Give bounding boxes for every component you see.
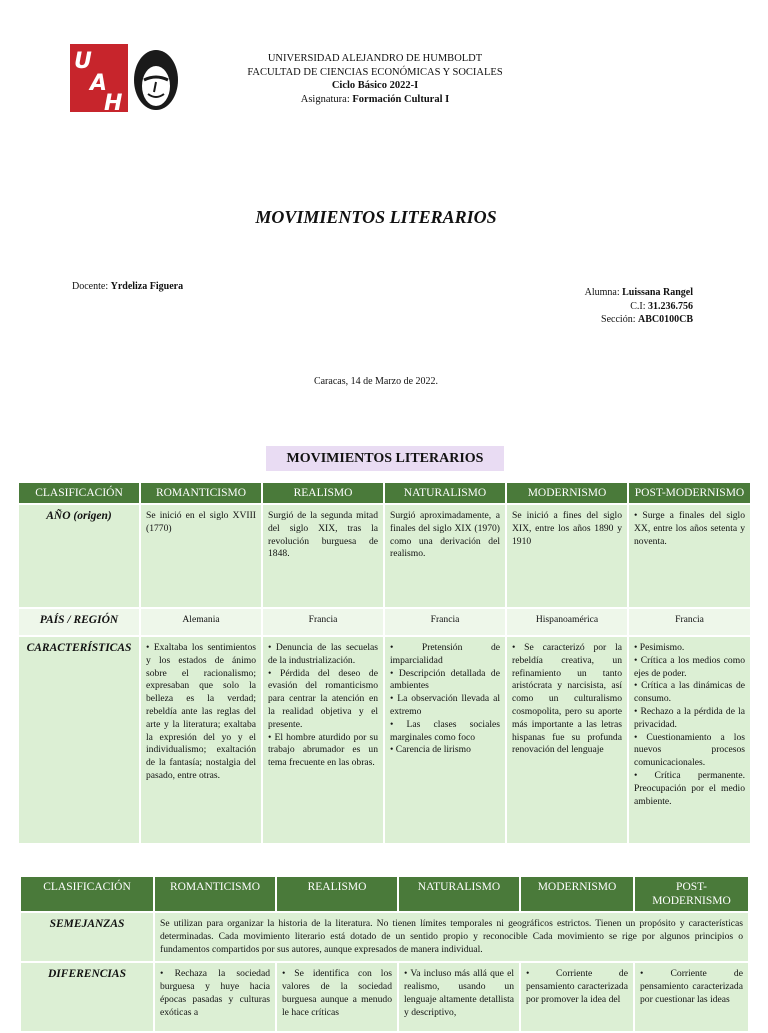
table-cell: Hispanoamérica <box>506 608 628 636</box>
table-row <box>20 912 749 962</box>
table-cell: Francia <box>384 608 506 636</box>
row-label: AÑO (origen) <box>18 504 140 608</box>
row-label: DIFERENCIAS <box>20 962 154 1032</box>
teacher-label: Docente: <box>72 281 109 292</box>
table-cell: • Rechaza la sociedad burguesa y huye hacia épocas pasadas y culturas exóticas a <box>154 962 276 1032</box>
university-name: UNIVERSIDAD ALEJANDRO DE HUMBOLDT <box>267 53 483 64</box>
table-row <box>20 962 749 1032</box>
table-cell: Francia <box>262 608 384 636</box>
header-cell: REALISMO <box>276 876 398 912</box>
logo-letter-a: A <box>90 71 108 96</box>
cycle: Ciclo Básico 2022-I <box>331 80 419 91</box>
table-cell: • Exaltaba los sentimientos y los estados de ánimo sobre el racionalismo; expresaban que solo la belleza es la verdad; rebeldía ante las reglas del arte y la literatura; exaltaba la expresión del yo y el individualismo; exaltación de la fantasía; nostalgia del pasado, entre otras. <box>140 636 262 844</box>
subject: Formación Cultural I <box>352 93 450 105</box>
header-cell: MODERNISMO <box>506 482 628 504</box>
student-section-label: Sección: <box>601 314 636 325</box>
row-label: SEMEJANZAS <box>20 912 154 962</box>
table-cell: • Corriente de pensamiento caracterizada por cuestionar las ideas <box>634 962 749 1032</box>
table-cell: • Corriente de pensamiento caracterizada por promover la idea del <box>520 962 634 1032</box>
document-header <box>200 52 550 106</box>
header-cell: POST-MODERNISMO <box>628 482 751 504</box>
header-cell: CLASIFICACIÓN <box>18 482 140 504</box>
table-cell: • Pesimismo. • Crítica a los medios como ejes de poder. • Crítica a las dinámicas de consumo. • Rechazo a la pérdida de la privacidad. • Cuestionamiento a los nuevos procesos comunicacionales. • Crítica permanente. Preocupación por el medio ambiente. <box>628 636 751 844</box>
teacher-name: Yrdeliza Figuera <box>110 281 184 292</box>
document-title: MOVIMIENTOS LITERARIOS <box>255 207 497 227</box>
header-cell: ROMANTICISMO <box>154 876 276 912</box>
table-row <box>18 636 751 844</box>
logo-letter-u: U <box>74 49 92 74</box>
university-logo <box>70 44 185 112</box>
table-cell: Se inició en el siglo XVIII (1770) <box>140 504 262 608</box>
table-cell: Alemania <box>140 608 262 636</box>
student-name: Luissana Rangel <box>622 287 693 298</box>
table-cell: • Denuncia de las secuelas de la industrialización. • Pérdida del deseo de evasión del romanticismo para centrar la atención en la realidad objetiva y el presente. • El hombre aturdido por su trabajo abrumador es un tema frecuente en las obras. <box>262 636 384 844</box>
header-cell: NATURALISMO <box>398 876 520 912</box>
table-cell: Se inició a fines del siglo XIX, entre los años 1890 y 1910 <box>506 504 628 608</box>
student-ci-label: C.I: <box>630 300 646 312</box>
row-label: CARACTERÍSTICAS <box>18 636 140 844</box>
table-cell: Francia <box>628 608 751 636</box>
table-title: MOVIMIENTOS LITERARIOS <box>266 446 504 471</box>
header-cell: CLASIFICACIÓN <box>20 876 154 912</box>
subject-label: Asignatura: <box>300 93 350 105</box>
student-name-label: Alumna: <box>584 287 620 298</box>
faculty-name: FACULTAD DE CIENCIAS ECONÓMICAS Y SOCIALES <box>247 66 503 78</box>
header-cell: ROMANTICISMO <box>140 482 262 504</box>
header-cell: POST-MODERNISMO <box>634 876 749 912</box>
header-cell: REALISMO <box>262 482 384 504</box>
movements-table <box>17 481 752 845</box>
table-cell: Surgió aproximadamente, a finales del siglo XIX (1970) como una derivación del realismo. <box>384 504 506 608</box>
header-cell: MODERNISMO <box>520 876 634 912</box>
document-date: Caracas, 14 de Marzo de 2022. <box>313 376 439 387</box>
comparison-table <box>19 875 750 1033</box>
table-header-row <box>20 876 749 912</box>
table-cell: • Surge a finales del siglo XX, entre los años setenta y noventa. <box>628 504 751 608</box>
table-cell: • Va incluso más allá que el realismo, usando un lenguaje altamente detallista y descriptivo, <box>398 962 520 1032</box>
student-ci: 31.236.756 <box>648 300 693 312</box>
table-row <box>18 504 751 608</box>
table-cell: • Se identifica con los valores de la sociedad burguesa aunque a menudo le hace críticas <box>276 962 398 1032</box>
table-cell: • Pretensión de imparcialidad • Descripción detallada de ambientes • La observación llevada al extremo • Las clases sociales marginales como foco • Carencia de lirismo <box>384 636 506 844</box>
table-header-row <box>18 482 751 504</box>
header-cell: NATURALISMO <box>384 482 506 504</box>
logo-letter-h: H <box>104 91 123 112</box>
table-cell: • Se caracterizó por la rebeldía creativa, un refinamiento un tanto aristócrata y narcisista, así como un culturalismo cosmopolita, pero su aporte más importante a las letras hispanas fue su profunda renovación del lenguaje <box>506 636 628 844</box>
student-info <box>480 286 693 327</box>
student-section: ABC0100CB <box>637 314 693 325</box>
row-label: PAÍS / REGIÓN <box>18 608 140 636</box>
similarities-cell: Se utilizan para organizar la historia de la literatura. No tienen límites temporales ni geográficos estrictos. Tienen un propósito y características determinadas. Cada movimiento literario está dotado de un sentido propio y reconocible Cada movimiento se rige por algunos principios o fundamentos compartidos por sus autores, aunque expresados de manera individual. <box>154 912 749 962</box>
teacher-info <box>72 281 183 292</box>
table-cell: Surgió de la segunda mitad del siglo XIX, tras la revolución burguesa de 1848. <box>262 504 384 608</box>
table-row <box>18 608 751 636</box>
